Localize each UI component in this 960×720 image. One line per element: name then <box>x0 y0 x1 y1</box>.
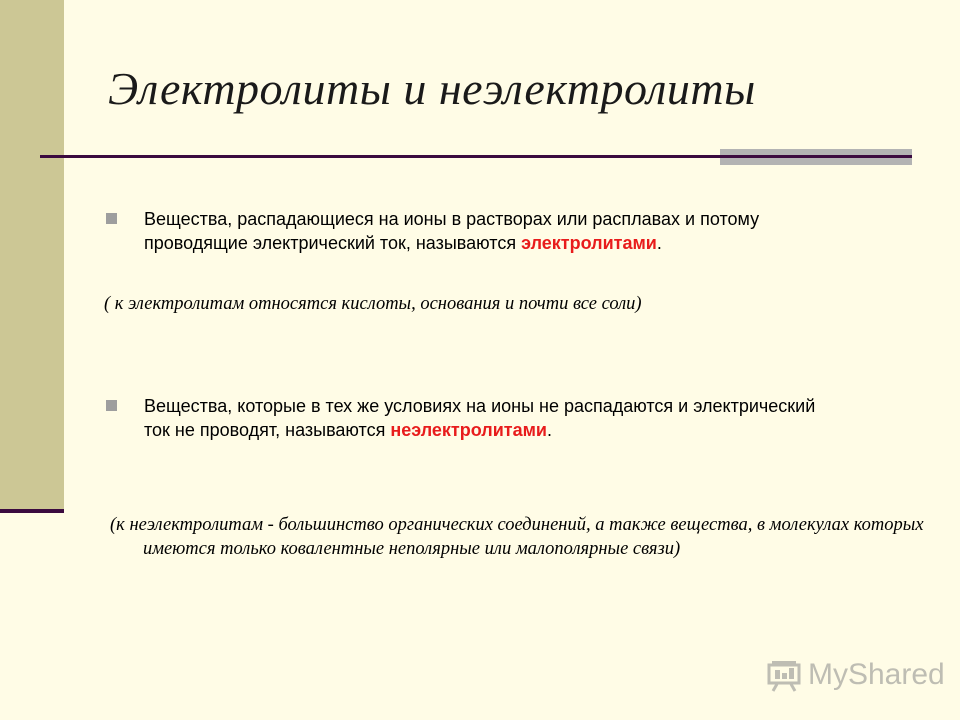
square-bullet-icon <box>106 400 117 411</box>
presentation-board-icon <box>766 657 802 693</box>
electrolytes-note: ( к электролитам относятся кислоты, основания и почти все соли) <box>104 294 642 314</box>
bullet-text <box>144 207 846 255</box>
title-rule-accent-line <box>720 155 912 158</box>
nonelectrolytes-note: (к неэлектролитам - большинство органических соединений, а также вещества, в молекулах которых имеются только ковалентные неполярные или малополярные связи) <box>110 515 924 559</box>
bullet-electrolytes <box>106 207 846 255</box>
side-bar-underline <box>0 509 64 513</box>
term-highlight: электролитами <box>521 233 657 253</box>
watermark-logo <box>766 657 945 693</box>
watermark-text: MyShared <box>808 658 945 691</box>
bullet-text-after: . <box>656 233 662 253</box>
bullet-text <box>144 394 846 442</box>
bullet-nonelectrolytes <box>106 394 846 442</box>
bullet-text-before: Вещества, распадающиеся на ионы в растворах или расплавах и потому проводящие электрический ток, называются <box>144 209 760 253</box>
bullet-text-before: Вещества, которые в тех же условиях на ионы не распадаются и электрический ток не проводят, называются <box>144 396 816 440</box>
square-bullet-icon <box>106 213 117 224</box>
bullet-text-after: . <box>547 420 553 440</box>
slide-title: Электролиты и неэлектролиты <box>108 63 756 114</box>
side-bar <box>0 0 64 512</box>
term-highlight: неэлектролитами <box>390 420 547 440</box>
